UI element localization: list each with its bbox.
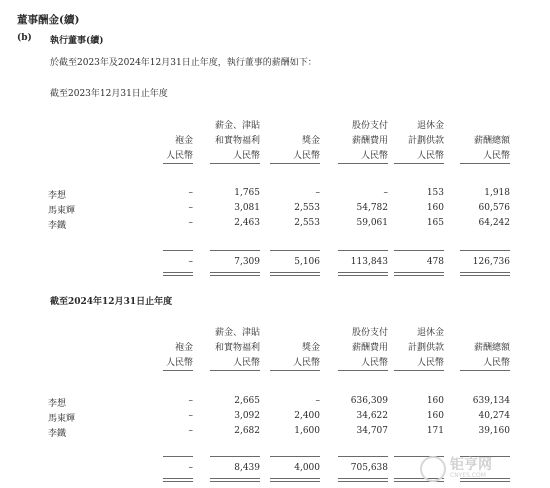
column-header-rule bbox=[163, 163, 193, 164]
table-cell: 153 bbox=[426, 188, 444, 198]
total-cell: 478 bbox=[426, 257, 444, 267]
total-cell: 4,000 bbox=[294, 463, 320, 473]
total-rule-bottom bbox=[210, 272, 260, 273]
table-cell: 1,600 bbox=[294, 426, 320, 436]
table-cell: 639,134 bbox=[472, 396, 510, 406]
column-header-rule bbox=[338, 370, 388, 371]
row-name: 馬東輝 bbox=[48, 206, 76, 216]
table-cell: 160 bbox=[426, 411, 444, 421]
column-header-3-line3: 人民幣 bbox=[292, 358, 320, 368]
table-cell: 160 bbox=[426, 396, 444, 406]
table-cell: 171 bbox=[426, 426, 444, 436]
table-cell: – bbox=[188, 426, 193, 436]
column-header-rule bbox=[460, 163, 510, 164]
total-cell: 7,309 bbox=[234, 257, 260, 267]
column-header-1-line2: 袍金 bbox=[174, 343, 193, 353]
total-rule-bottom bbox=[460, 275, 510, 276]
column-header-rule bbox=[460, 370, 510, 371]
total-rule-bottom bbox=[163, 481, 193, 482]
table-cell: – bbox=[188, 203, 193, 213]
table-cell: 636,309 bbox=[350, 396, 388, 406]
table-cell: – bbox=[383, 188, 388, 198]
table-cell: 64,242 bbox=[478, 218, 510, 228]
column-header-5-line3: 人民幣 bbox=[416, 151, 444, 161]
table-cell: 39,160 bbox=[478, 426, 510, 436]
column-header-4-line2: 薪酬費用 bbox=[351, 136, 388, 146]
column-header-rule bbox=[394, 370, 444, 371]
total-cell: 126,736 bbox=[472, 257, 510, 267]
table-cell: – bbox=[188, 411, 193, 421]
column-header-4-line2: 薪酬費用 bbox=[351, 343, 388, 353]
total-rule-bottom bbox=[270, 478, 320, 479]
column-header-6-line3: 人民幣 bbox=[482, 358, 510, 368]
total-rule-top bbox=[338, 250, 388, 251]
column-header-rule bbox=[163, 370, 193, 371]
column-header-3-line3: 人民幣 bbox=[292, 151, 320, 161]
total-cell: – bbox=[188, 463, 193, 473]
column-header-2-line1: 薪金、津貼 bbox=[214, 328, 260, 338]
total-rule-top bbox=[163, 250, 193, 251]
table-cell: 160 bbox=[426, 203, 444, 213]
total-rule-bottom bbox=[460, 272, 510, 273]
column-header-2-line3: 人民幣 bbox=[232, 358, 260, 368]
column-header-1-line3: 人民幣 bbox=[165, 358, 193, 368]
column-header-2-line2: 和實物福利 bbox=[214, 136, 260, 146]
table-cell: 2,463 bbox=[234, 218, 260, 228]
column-header-rule bbox=[394, 163, 444, 164]
total-rule-top bbox=[460, 250, 510, 251]
page-title: 董事酬金(續) bbox=[17, 14, 80, 26]
total-rule-bottom bbox=[270, 275, 320, 276]
column-header-rule bbox=[270, 163, 320, 164]
table-cell: 1,918 bbox=[484, 188, 510, 198]
column-header-5-line2: 計劃供款 bbox=[407, 136, 444, 146]
watermark-subtitle: CNYES.COM bbox=[450, 472, 486, 479]
total-rule-bottom bbox=[163, 478, 193, 479]
table-cell: 2,553 bbox=[294, 203, 320, 213]
table-cell: – bbox=[188, 188, 193, 198]
table-2024-heading: 截至2024年12月31日止年度 bbox=[50, 297, 173, 307]
total-rule-top bbox=[270, 250, 320, 251]
watermark-title: 钜亨网 bbox=[450, 457, 492, 473]
table-cell: 3,092 bbox=[234, 411, 260, 421]
total-rule-top bbox=[210, 456, 260, 457]
column-header-4-line3: 人民幣 bbox=[360, 151, 388, 161]
column-header-4-line3: 人民幣 bbox=[360, 358, 388, 368]
column-header-2-line1: 薪金、津貼 bbox=[214, 121, 260, 131]
column-header-rule bbox=[270, 370, 320, 371]
row-name: 李想 bbox=[48, 191, 67, 201]
total-rule-bottom bbox=[210, 478, 260, 479]
table-cell: 2,682 bbox=[234, 426, 260, 436]
table-2023-heading: 截至2023年12月31日止年度 bbox=[50, 89, 168, 99]
total-rule-bottom bbox=[270, 272, 320, 273]
total-rule-top bbox=[394, 250, 444, 251]
total-rule-top bbox=[163, 456, 193, 457]
section-title: 執行董事(續) bbox=[50, 36, 104, 46]
column-header-4-line1: 股份支付 bbox=[351, 121, 388, 131]
column-header-rule bbox=[210, 163, 260, 164]
total-rule-bottom bbox=[270, 481, 320, 482]
total-rule-bottom bbox=[338, 275, 388, 276]
total-rule-top bbox=[210, 250, 260, 251]
total-rule-bottom bbox=[338, 478, 388, 479]
total-rule-bottom bbox=[210, 275, 260, 276]
row-name: 李鐵 bbox=[48, 429, 67, 439]
total-cell: 8,439 bbox=[234, 463, 260, 473]
total-rule-bottom bbox=[338, 481, 388, 482]
total-cell: 705,638 bbox=[350, 463, 388, 473]
table-cell: 34,622 bbox=[356, 411, 388, 421]
section-label: (b) bbox=[17, 33, 32, 43]
total-cell: – bbox=[188, 257, 193, 267]
total-rule-bottom bbox=[163, 272, 193, 273]
column-header-2-line2: 和實物福利 bbox=[214, 343, 260, 353]
total-cell: 5,106 bbox=[294, 257, 320, 267]
table-cell: – bbox=[188, 218, 193, 228]
column-header-5-line1: 退休金 bbox=[416, 328, 444, 338]
column-header-3-line2: 獎金 bbox=[301, 343, 320, 353]
total-rule-top bbox=[270, 456, 320, 457]
column-header-5-line3: 人民幣 bbox=[416, 358, 444, 368]
column-header-rule bbox=[210, 370, 260, 371]
column-header-3-line2: 獎金 bbox=[301, 136, 320, 146]
row-name: 李鐵 bbox=[48, 221, 67, 231]
watermark-logo-icon bbox=[420, 456, 446, 482]
column-header-6-line2: 薪酬總額 bbox=[473, 136, 510, 146]
table-cell: 1,765 bbox=[234, 188, 260, 198]
table-cell: 59,061 bbox=[356, 218, 388, 228]
row-name: 馬東輝 bbox=[48, 414, 76, 424]
table-cell: – bbox=[315, 188, 320, 198]
column-header-2-line3: 人民幣 bbox=[232, 151, 260, 161]
total-cell: 113,843 bbox=[350, 257, 388, 267]
intro-text: 於截至2023年及2024年12月31日止年度，執行董事的薪酬如下： bbox=[50, 58, 317, 68]
column-header-1-line2: 袍金 bbox=[174, 136, 193, 146]
table-cell: 2,553 bbox=[294, 218, 320, 228]
table-cell: 54,782 bbox=[356, 203, 388, 213]
column-header-5-line1: 退休金 bbox=[416, 121, 444, 131]
total-rule-bottom bbox=[163, 275, 193, 276]
column-header-1-line3: 人民幣 bbox=[165, 151, 193, 161]
column-header-rule bbox=[338, 163, 388, 164]
total-rule-bottom bbox=[394, 272, 444, 273]
table-cell: 2,400 bbox=[294, 411, 320, 421]
column-header-4-line1: 股份支付 bbox=[351, 328, 388, 338]
row-name: 李想 bbox=[48, 399, 67, 409]
table-cell: 2,665 bbox=[234, 396, 260, 406]
table-cell: – bbox=[188, 396, 193, 406]
total-rule-top bbox=[338, 456, 388, 457]
table-cell: 34,707 bbox=[356, 426, 388, 436]
column-header-6-line3: 人民幣 bbox=[482, 151, 510, 161]
watermark bbox=[420, 452, 545, 484]
total-rule-bottom bbox=[210, 481, 260, 482]
total-rule-bottom bbox=[338, 272, 388, 273]
column-header-5-line2: 計劃供款 bbox=[407, 343, 444, 353]
table-cell: – bbox=[315, 396, 320, 406]
total-rule-bottom bbox=[394, 275, 444, 276]
table-cell: 3,081 bbox=[234, 203, 260, 213]
table-cell: 165 bbox=[426, 218, 444, 228]
table-cell: 40,274 bbox=[478, 411, 510, 421]
column-header-6-line2: 薪酬總額 bbox=[473, 343, 510, 353]
table-cell: 60,576 bbox=[478, 203, 510, 213]
